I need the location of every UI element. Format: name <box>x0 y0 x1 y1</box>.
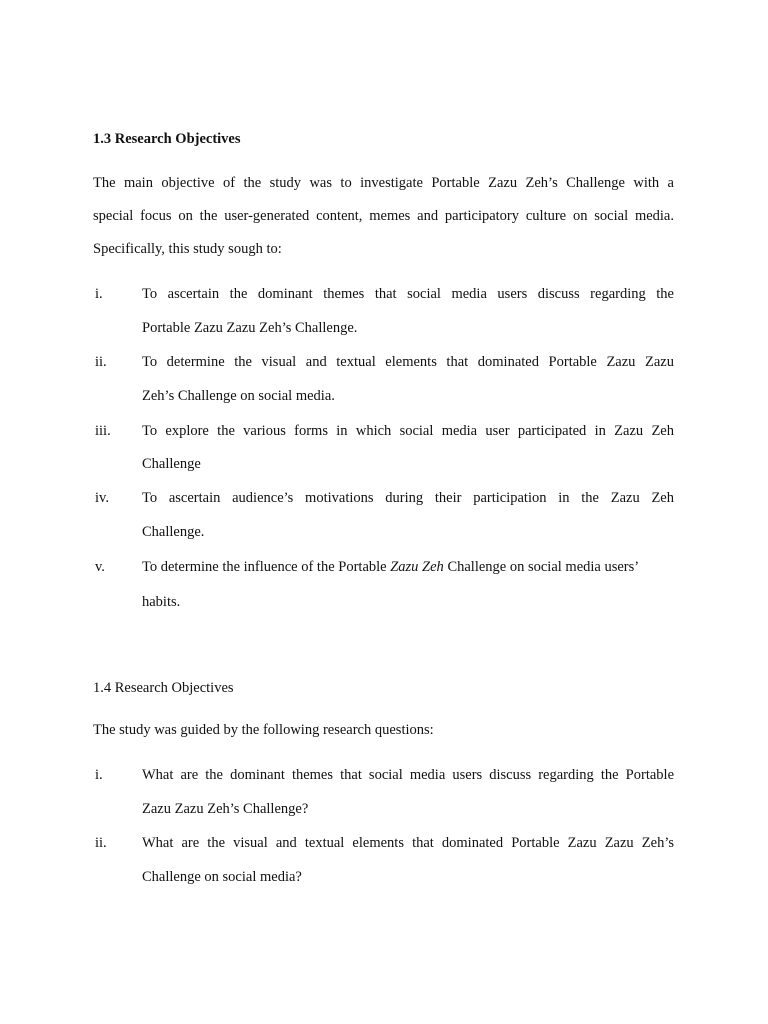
objective-text-segment: To determine the influence of the Portable <box>142 559 391 575</box>
question-text-line: Challenge on social media? <box>142 869 302 885</box>
question-number: i. <box>95 767 103 783</box>
objective-number: ii. <box>95 354 107 370</box>
objective-text-segment: Challenge on social media users’ <box>443 559 640 575</box>
intro-line-1: The main objective of the study was to investigate Portable Zazu Zeh’s Challenge with a <box>93 175 674 191</box>
objective-text-line: habits. <box>142 594 181 610</box>
questions-intro: The study was guided by the following research questions: <box>93 722 434 738</box>
section-heading-1-4: 1.4 Research Objectives <box>93 680 234 696</box>
objective-number: iii. <box>95 423 111 439</box>
objective-text-line: To ascertain the dominant themes that social media users discuss regarding the <box>142 286 674 302</box>
objective-text-line: To explore the various forms in which social media user participated in Zazu Zeh <box>142 423 674 439</box>
question-text-line: What are the visual and textual elements that dominated Portable Zazu Zazu Zeh’s <box>142 835 674 851</box>
objective-number: iv. <box>95 490 109 506</box>
objective-number: i. <box>95 286 103 302</box>
objective-text-line: Portable Zazu Zazu Zeh’s Challenge. <box>142 320 358 336</box>
objective-italic-term: Zazu Zeh <box>390 559 444 575</box>
objective-text-line <box>142 559 674 576</box>
question-text-line: What are the dominant themes that social media users discuss regarding the Portable <box>142 767 674 783</box>
objective-text-line: To ascertain audience’s motivations during their participation in the Zazu Zeh <box>142 490 674 506</box>
objective-text-line: Challenge <box>142 456 201 472</box>
objective-number: v. <box>95 559 105 575</box>
objective-text-line: To determine the visual and textual elements that dominated Portable Zazu Zazu <box>142 354 674 370</box>
intro-line-2: special focus on the user-generated content, memes and participatory culture on social media. <box>93 208 674 224</box>
question-text-line: Zazu Zazu Zeh’s Challenge? <box>142 801 309 817</box>
objective-text-line: Zeh’s Challenge on social media. <box>142 388 335 404</box>
objective-text-line: Challenge. <box>142 524 205 540</box>
intro-line-3: Specifically, this study sough to: <box>93 241 282 257</box>
section-heading-1-3: 1.3 Research Objectives <box>93 131 241 147</box>
question-number: ii. <box>95 835 107 851</box>
